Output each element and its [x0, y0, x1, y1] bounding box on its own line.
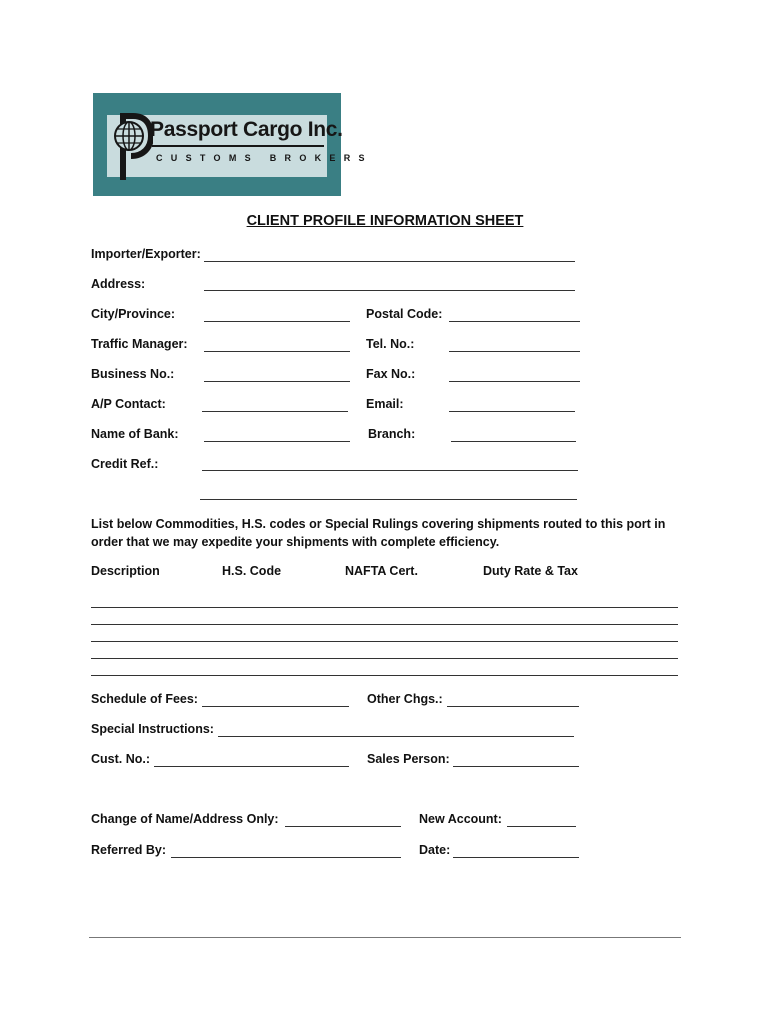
schedule-of-fees-field[interactable]: [202, 706, 349, 707]
ap-contact-label: A/P Contact:: [91, 397, 166, 411]
new-account-field[interactable]: [507, 826, 576, 827]
branch-field[interactable]: [451, 441, 576, 442]
branch-label: Branch:: [368, 427, 416, 441]
tel-no-label: Tel. No.:: [366, 337, 415, 351]
change-name-address-field[interactable]: [285, 826, 401, 827]
business-no-label: Business No.:: [91, 367, 175, 381]
name-of-bank-label: Name of Bank:: [91, 427, 179, 441]
importer-exporter-label: Importer/Exporter:: [91, 247, 201, 261]
business-no-field[interactable]: [204, 381, 350, 382]
column-duty-rate-tax: Duty Rate & Tax: [483, 564, 578, 578]
logo-brand-name: Passport Cargo Inc.: [150, 118, 343, 141]
other-chgs-label: Other Chgs.:: [367, 692, 443, 706]
email-label: Email:: [366, 397, 404, 411]
sales-person-field[interactable]: [453, 766, 579, 767]
tel-no-field[interactable]: [449, 351, 580, 352]
fax-no-field[interactable]: [449, 381, 580, 382]
commodity-row-line[interactable]: [91, 641, 678, 642]
cust-no-label: Cust. No.:: [91, 752, 151, 766]
traffic-manager-label: Traffic Manager:: [91, 337, 188, 351]
city-province-field[interactable]: [204, 321, 350, 322]
credit-ref-field-2[interactable]: [200, 499, 577, 500]
referred-by-field[interactable]: [171, 857, 401, 858]
sales-person-label: Sales Person:: [367, 752, 450, 766]
address-field[interactable]: [204, 290, 575, 291]
special-instructions-field[interactable]: [218, 736, 574, 737]
commodities-instructions: List below Commodities, H.S. codes or Special Rulings covering shipments routed to this port in order that we may expedite your shipments with complete efficiency.: [91, 517, 666, 549]
credit-ref-label: Credit Ref.:: [91, 457, 159, 471]
traffic-manager-field[interactable]: [204, 351, 350, 352]
commodity-row-line[interactable]: [91, 607, 678, 608]
new-account-label: New Account:: [419, 812, 502, 826]
ap-contact-field[interactable]: [202, 411, 348, 412]
change-name-address-label: Change of Name/Address Only:: [91, 812, 279, 826]
logo-tagline: CUSTOMS BROKERS: [156, 153, 373, 163]
page-title: CLIENT PROFILE INFORMATION SHEET: [246, 213, 524, 229]
logo-divider: [152, 145, 324, 147]
globe-icon: [103, 112, 153, 182]
postal-code-field[interactable]: [449, 321, 580, 322]
importer-exporter-field[interactable]: [204, 261, 575, 262]
column-nafta-cert: NAFTA Cert.: [345, 564, 418, 578]
referred-by-label: Referred By:: [91, 843, 167, 857]
fax-no-label: Fax No.:: [366, 367, 416, 381]
special-instructions-label: Special Instructions:: [91, 722, 214, 736]
cust-no-field[interactable]: [154, 766, 349, 767]
city-province-label: City/Province:: [91, 307, 176, 321]
credit-ref-field-1[interactable]: [202, 470, 578, 471]
address-label: Address:: [91, 277, 146, 291]
commodity-row-line[interactable]: [91, 624, 678, 625]
commodity-row-line[interactable]: [91, 658, 678, 659]
commodity-row-line[interactable]: [91, 675, 678, 676]
date-field[interactable]: [453, 857, 579, 858]
column-description: Description: [91, 564, 160, 578]
schedule-of-fees-label: Schedule of Fees:: [91, 692, 198, 706]
date-label: Date:: [419, 843, 451, 857]
postal-code-label: Postal Code:: [366, 307, 443, 321]
other-chgs-field[interactable]: [447, 706, 579, 707]
email-field[interactable]: [449, 411, 575, 412]
footer-divider: [89, 937, 681, 938]
name-of-bank-field[interactable]: [204, 441, 350, 442]
column-hs-code: H.S. Code: [222, 564, 282, 578]
